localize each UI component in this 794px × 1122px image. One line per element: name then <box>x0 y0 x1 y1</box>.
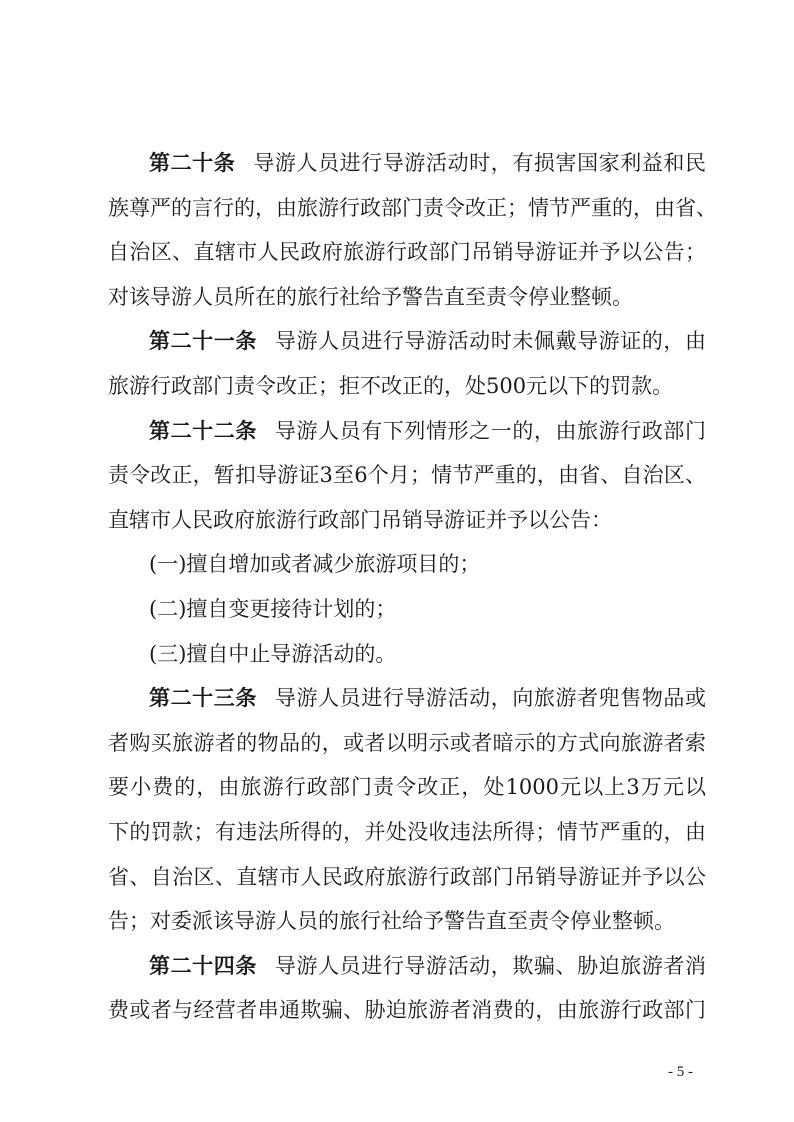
line-text: 导游人员进行导游活动，欺骗、胁迫旅游者消 <box>274 953 707 978</box>
line-text: (二)擅自变更接待计划的； <box>149 596 397 621</box>
text-line <box>108 230 706 275</box>
line-text: 导游人员进行导游活动时，有损害国家利益和民 <box>253 151 707 175</box>
line-text: 责令改正，暂扣导游证3至6个月；情节严重的，由省、自治区、 <box>108 463 706 488</box>
line-text: 导游人员有下列情形之一的，由旅游行政部门 <box>274 418 707 443</box>
article-heading: 第二十二条 <box>149 418 257 443</box>
list-item <box>108 632 706 677</box>
text-line <box>108 186 717 231</box>
page-number: - 5 - <box>668 1064 693 1080</box>
text-line <box>108 542 706 587</box>
line-text: (三)擅自中止导游活动的。 <box>149 641 397 666</box>
text-line <box>108 409 706 454</box>
line-text: 族尊严的言行的，由旅游行政部门责令改正；情节严重的，由省、 <box>108 195 717 220</box>
line-text: 自治区、直辖市人民政府旅游行政部门吊销导游证并予以公告； <box>108 240 706 265</box>
line-text: (一)擅自增加或者减少旅游项目的； <box>149 552 481 577</box>
line-text: 费或者与经营者串通欺骗、胁迫旅游者消费的，由旅游行政部门 <box>108 998 706 1023</box>
text-line <box>108 855 706 900</box>
line-text: 省、自治区、直辖市人民政府旅游行政部门吊销导游证并予以公 <box>108 864 706 889</box>
line-text: 直辖市人民政府旅游行政部门吊销导游证并予以公告： <box>108 507 612 532</box>
line-text: 旅游行政部门责令改正；拒不改正的，处500元以下的罚款。 <box>108 373 674 398</box>
text-line <box>108 364 706 409</box>
line-text: 者购买旅游者的物品的，或者以明示或者暗示的方式向旅游者索 <box>108 730 706 755</box>
text-line <box>108 721 706 766</box>
article-paragraph <box>108 141 717 319</box>
text-line <box>108 587 706 632</box>
article-paragraph <box>108 409 706 543</box>
article-heading: 第二十条 <box>149 151 236 175</box>
line-text: 要小费的，由旅游行政部门责令改正，处1000元以上3万元以 <box>108 775 706 800</box>
article-heading: 第二十一条 <box>149 329 257 354</box>
text-line <box>108 275 706 320</box>
list-item <box>108 587 706 632</box>
list-item <box>108 542 706 587</box>
text-line <box>108 498 706 543</box>
line-text: 告；对委派该导游人员的旅行社给予警告直至责令停业整顿。 <box>108 909 675 934</box>
text-line <box>108 676 706 721</box>
article-paragraph <box>108 319 706 408</box>
line-text: 导游人员进行导游活动时未佩戴导游证的，由 <box>274 329 707 354</box>
line-text: 对该导游人员所在的旅行社给予警告直至责令停业整顿。 <box>108 284 633 309</box>
text-line <box>108 632 706 677</box>
article-paragraph <box>108 676 706 944</box>
line-text: 下的罚款；有违法所得的，并处没收违法所得；情节严重的，由 <box>108 819 706 844</box>
text-line <box>108 944 706 989</box>
text-line <box>108 988 706 1033</box>
article-paragraph <box>108 944 706 1033</box>
line-text: 导游人员进行导游活动，向旅游者兜售物品或 <box>274 686 707 711</box>
document-body <box>108 141 717 1033</box>
text-line <box>108 810 706 855</box>
article-heading: 第二十四条 <box>149 953 257 978</box>
text-line <box>108 899 706 944</box>
text-line <box>108 765 706 810</box>
article-heading: 第二十三条 <box>149 686 257 711</box>
text-line <box>108 141 706 186</box>
text-line <box>108 319 706 364</box>
text-line <box>108 453 706 498</box>
